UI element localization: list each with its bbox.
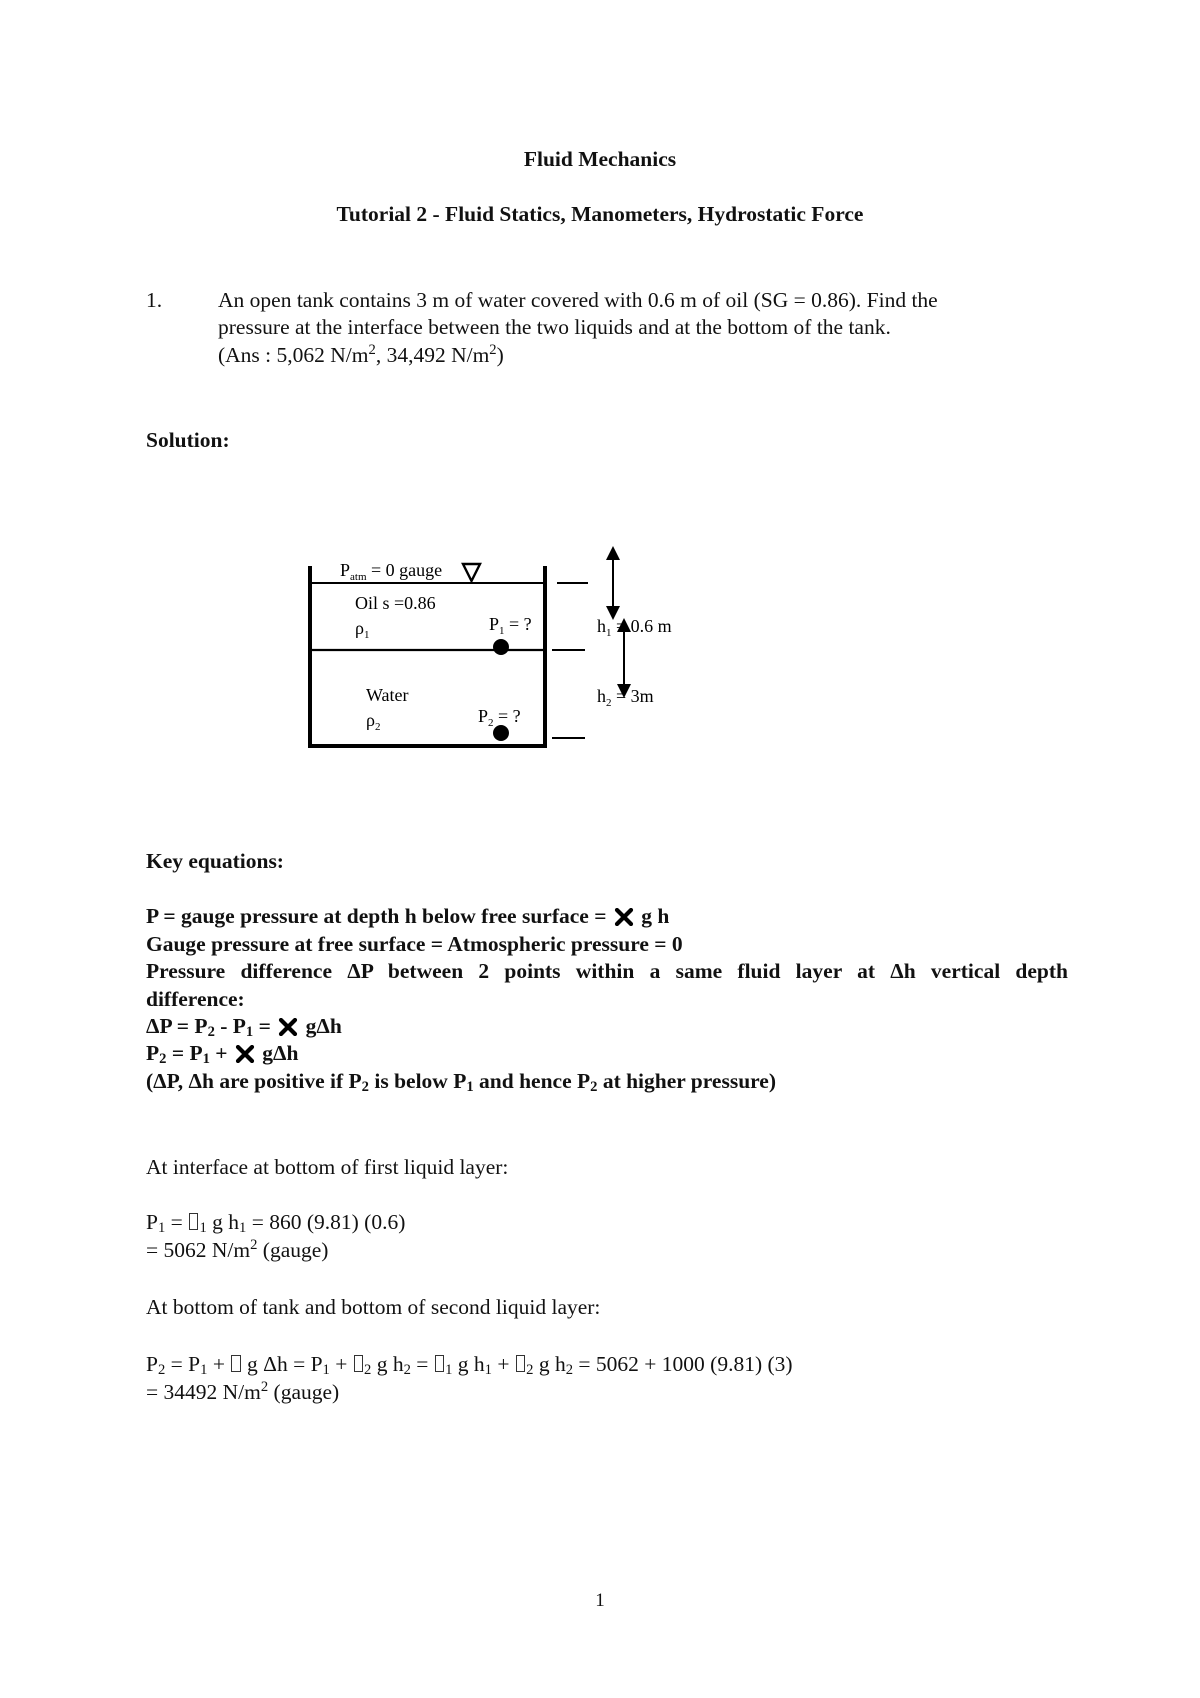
page-number: 1 bbox=[595, 1590, 605, 1611]
free-surface-symbol-icon bbox=[463, 564, 480, 581]
question-number: 1. bbox=[146, 288, 163, 312]
missing-glyph-icon bbox=[231, 1355, 240, 1372]
equation-free-surface: Gauge pressure at free surface = Atmospheric pressure = 0 bbox=[146, 932, 683, 956]
rho1-label: $\rho_1$ bbox=[355, 618, 370, 641]
tank-diagram bbox=[290, 540, 710, 755]
rho-glyph-icon bbox=[235, 1045, 255, 1063]
bottom-text: At bottom of tank and bottom of second liquid layer: bbox=[146, 1295, 601, 1319]
p1-result: = 5062 $N/m^2$ (gauge) bbox=[146, 1236, 329, 1262]
point-p1-marker bbox=[493, 639, 509, 655]
water-label: Water bbox=[366, 685, 409, 705]
rho-glyph-icon bbox=[614, 908, 634, 926]
solution-label: Solution: bbox=[146, 428, 230, 452]
equation-pressure-difference-line-1: Pressure difference ΔP between 2 points within a same fluid layer at Δh vertical depth bbox=[146, 959, 1068, 983]
interface-text: At interface at bottom of first liquid layer: bbox=[146, 1155, 509, 1179]
question-line-2: pressure at the interface between the two liquids and at the bottom of the tank. bbox=[218, 315, 891, 339]
question-line-1: An open tank contains 3 m of water covered with 0.6 m of oil (SG = 0.86). Find the bbox=[218, 288, 938, 312]
p2-result: = 34492 $N/m^2$ (gauge) bbox=[146, 1378, 340, 1404]
equation-pressure-difference-line-2: difference: bbox=[146, 987, 245, 1011]
missing-glyph-icon bbox=[189, 1213, 198, 1230]
h1-label: $h_1 = 0.6$ m bbox=[597, 616, 672, 639]
p1-label: $P_1$ = ? bbox=[489, 614, 532, 637]
rho2-label: $\rho_2$ bbox=[366, 710, 381, 733]
p1-equation: $P_1 = _1$ g $h_1 = 860$ (9.81) (0.6) bbox=[146, 1210, 406, 1237]
patm-label: $P_{atm} = 0$ gauge bbox=[340, 560, 443, 583]
key-equations-heading: Key equations: bbox=[146, 849, 284, 873]
p2-equation: $P_2 = P_1 + g$ $\Delta h = P_1 + _2$ g $h_2 = _1$ g $h_1 + _2$ g $h_2 = 5062 + 1000$ (9.81) (3) bbox=[146, 1352, 793, 1379]
point-p2-marker bbox=[493, 725, 509, 741]
h2-label: $h_2 = 3m$ bbox=[597, 686, 654, 709]
document-subtitle: Tutorial 2 - Fluid Statics, Manometers, Hydrostatic Force bbox=[336, 202, 864, 226]
oil-label: Oil s =0.86 bbox=[355, 593, 436, 613]
document-title: Fluid Mechanics bbox=[523, 147, 677, 171]
equation-delta-p: $\Delta P = P_2 - P_1 = g\Delta h$ bbox=[146, 1014, 342, 1041]
rho-glyph-icon bbox=[278, 1018, 298, 1036]
missing-glyph-icon bbox=[435, 1355, 444, 1372]
question-answer: (Ans : 5,062 $N/m^2$, 34,492 $N/m^2$) bbox=[218, 341, 504, 367]
missing-glyph-icon bbox=[516, 1355, 525, 1372]
equation-sign-note: (ΔP, Δh are positive if $P_2$ is below $P_1$ and hence $P_2$ at higher pressure) bbox=[146, 1069, 777, 1096]
h1-arrow-head-up-icon bbox=[606, 546, 620, 560]
equation-p2: $P_2 = P_1 + g\Delta h$ bbox=[146, 1041, 299, 1068]
equation-gauge-pressure: P = gauge pressure at depth h below free surface = g h bbox=[146, 904, 670, 928]
missing-glyph-icon bbox=[354, 1355, 363, 1372]
p2-label: $P_2$ = ? bbox=[478, 706, 521, 729]
